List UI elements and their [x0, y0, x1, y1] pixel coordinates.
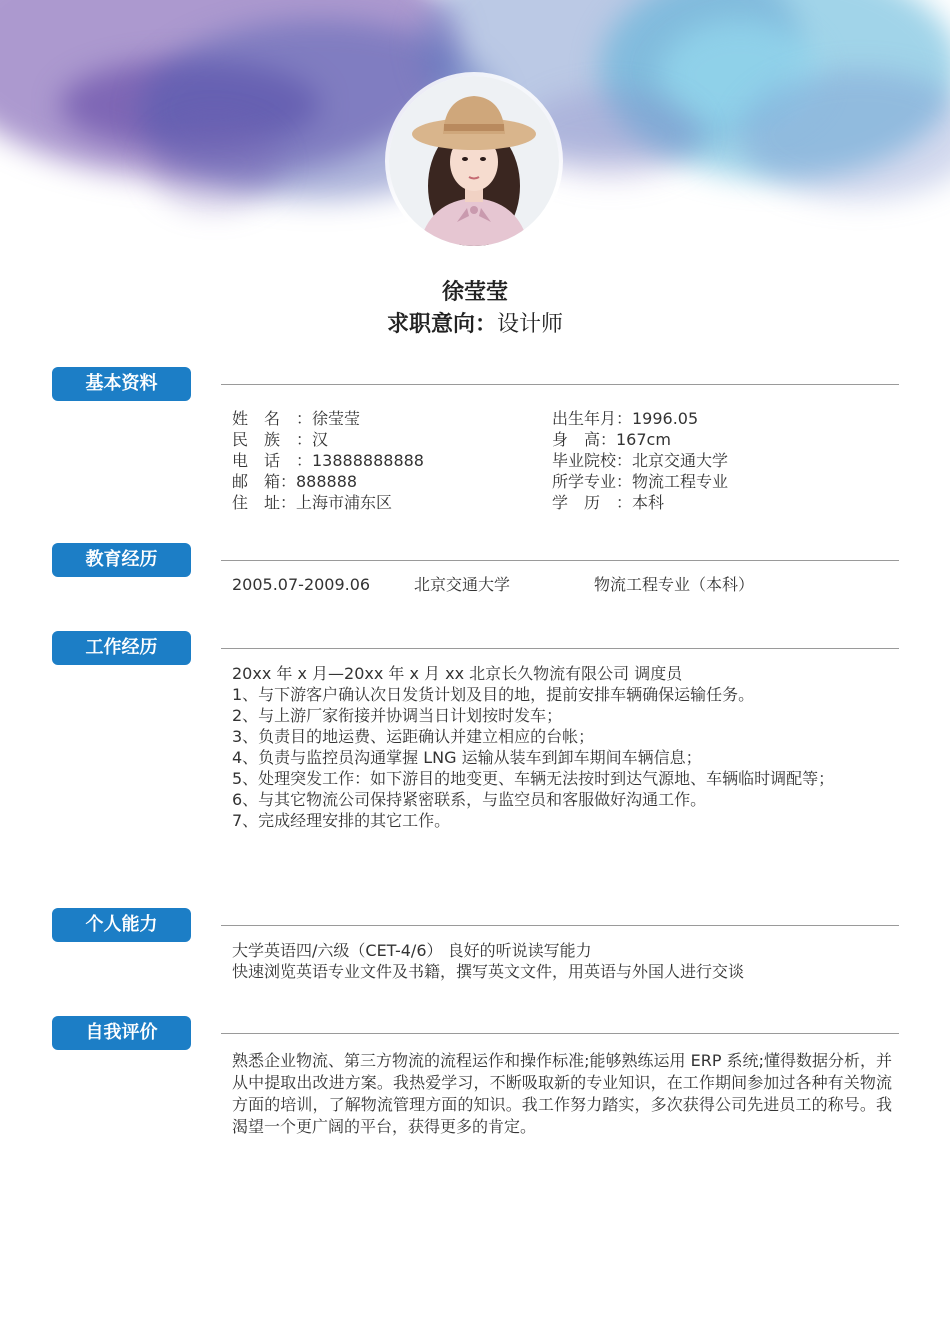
section-title-basic-info: 基本资料 [52, 367, 191, 401]
work-duty-item: 6、与其它物流公司保持紧密联系，与监空员和客服做好沟通工作。 [232, 790, 707, 809]
section-divider [221, 925, 899, 926]
job-intention-value: 设计师 [497, 312, 564, 337]
basic-info-address: 住 址：上海市浦东区 [232, 493, 393, 512]
work-header: 20xx 年 x 月—20xx 年 x 月 xx 北京长久物流有限公司 调度员 [232, 664, 683, 683]
avatar [389, 76, 559, 246]
section-divider [221, 384, 899, 385]
skills-list [232, 940, 744, 982]
section-divider [221, 560, 899, 561]
work-duty-item: 2、与上游厂家衔接并协调当日计划按时发车； [232, 706, 563, 725]
job-intention [0, 307, 950, 338]
basic-info-birth: 出生年月：1996.05 [552, 409, 699, 428]
work-duty-item: 7、完成经理安排的其它工作。 [232, 811, 451, 830]
basic-info-right-column [552, 408, 728, 513]
basic-info-degree: 学 历 ：本科 [552, 493, 665, 512]
work-duty-item: 4、负责与监控员沟通掌握 LNG 运输从装车到卸车期间车辆信息； [232, 748, 702, 767]
basic-info-ethnicity: 民 族 ：汉 [232, 430, 329, 449]
section-divider [221, 648, 899, 649]
basic-info-email: 邮 箱：888888 [232, 472, 358, 491]
section-title-education: 教育经历 [52, 543, 191, 577]
self-evaluation-text: 熟悉企业物流、第三方物流的流程运作和操作标准;能够熟练运用 ERP 系统;懂得数据分析，并从中提取出改进方案。我热爱学习，不断吸取新的专业知识，在工作期间参加过各种有关物流方面的培训，了解物流管理方面的知识。我工作努力踏实，多次获得公司先进员工的称号。我渴望一个更广阔的平台，获得更多的肯定。 [232, 1051, 892, 1136]
work-experience [232, 663, 834, 831]
section-title-self-evaluation: 自我评价 [52, 1016, 191, 1050]
education-major: 物流工程专业（本科） [594, 575, 755, 594]
section-divider [221, 1033, 899, 1034]
basic-info-left-column [232, 408, 424, 513]
education-school: 北京交通大学 [414, 575, 511, 594]
work-duty-item: 1、与下游客户确认次日发货计划及目的地，提前安排车辆确保运输任务。 [232, 685, 755, 704]
section-title-work: 工作经历 [52, 631, 191, 665]
job-intention-label: 求职意向： [386, 312, 497, 337]
basic-info-phone: 电 话 ：13888888888 [232, 451, 424, 470]
skill-item: 快速浏览英语专业文件及书籍，撰写英文文件，用英语与外国人进行交谈 [232, 962, 745, 981]
basic-info-height: 身 高：167cm [552, 430, 671, 449]
education-period: 2005.07-2009.06 [232, 575, 371, 594]
basic-info-school: 毕业院校：北京交通大学 [552, 451, 729, 470]
skill-item: 大学英语四/六级（CET-4/6） 良好的听说读写能力 [232, 941, 592, 960]
work-duty-item: 3、负责目的地运费、运距确认并建立相应的台帐； [232, 727, 595, 746]
basic-info-major: 所学专业：物流工程专业 [552, 472, 729, 491]
work-duty-item: 5、处理突发工作：如下游目的地变更、车辆无法按时到达气源地、车辆临时调配等； [232, 769, 835, 788]
basic-info-name: 姓 名 ：徐莹莹 [232, 409, 361, 428]
section-title-skills: 个人能力 [52, 908, 191, 942]
candidate-name: 徐莹莹 [441, 280, 508, 305]
